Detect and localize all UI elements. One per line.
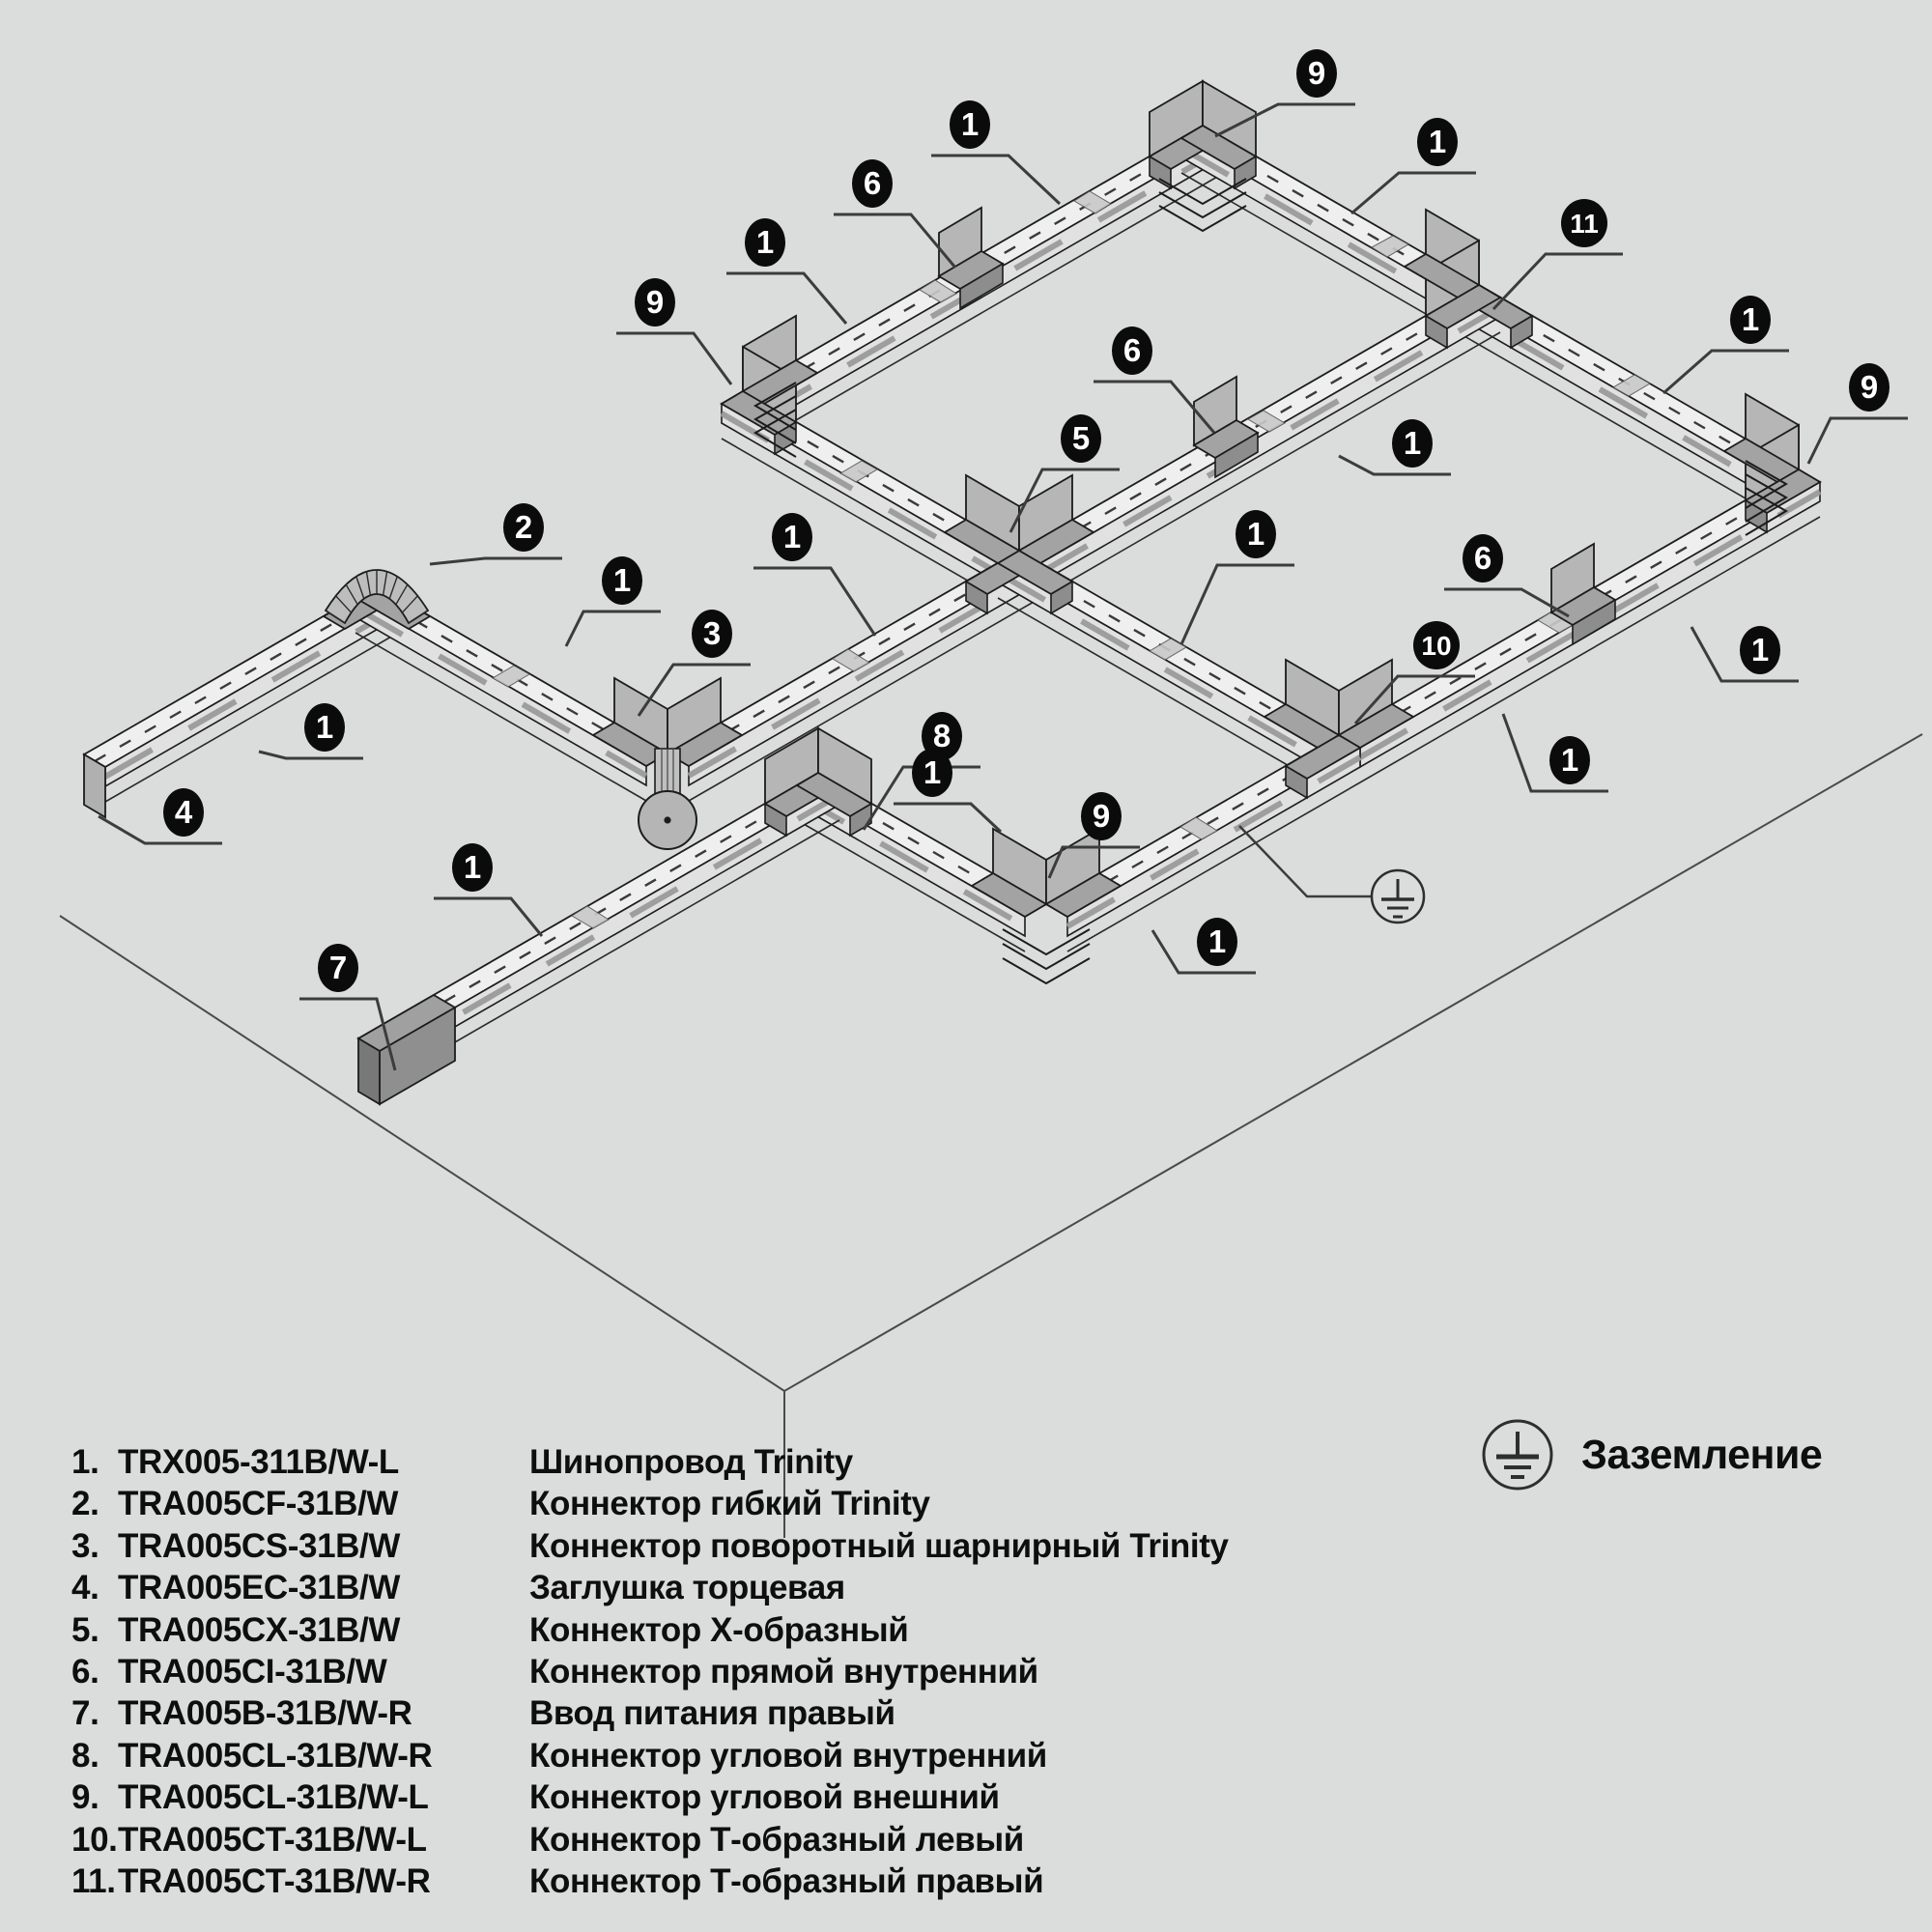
legend-item-2 <box>71 1483 1229 1524</box>
svg-text:1: 1 <box>960 106 980 142</box>
svg-text:1: 1 <box>782 519 802 554</box>
legend-code: TRA005CT-31B/W-L <box>118 1820 427 1859</box>
legend-num: 5. <box>71 1610 99 1649</box>
grounding-icon <box>1479 1416 1556 1493</box>
callout-6 <box>834 159 955 268</box>
callout-1 <box>1503 714 1608 791</box>
legend-desc: Коннектор Т-образный левый <box>529 1820 1024 1859</box>
callout-1 <box>894 749 1001 832</box>
svg-text:9: 9 <box>1307 55 1326 91</box>
callout-1 <box>753 513 875 636</box>
legend-code: TRA005EC-31B/W <box>118 1569 400 1607</box>
legend-desc: Коннектор прямой внутренний <box>529 1653 1038 1691</box>
legend-num: 11. <box>71 1862 116 1901</box>
legend-desc: Ввод питания правый <box>529 1694 895 1733</box>
callout-6 <box>1444 534 1569 616</box>
svg-text:11: 11 <box>1570 209 1599 239</box>
legend-num: 6. <box>71 1653 99 1691</box>
legend-num: 8. <box>71 1736 99 1775</box>
svg-text:6: 6 <box>1122 332 1142 368</box>
svg-text:8: 8 <box>932 718 952 753</box>
svg-text:10: 10 <box>1421 631 1452 661</box>
svg-text:1: 1 <box>923 754 942 790</box>
power-feed <box>358 995 455 1104</box>
callout-1 <box>259 703 363 758</box>
callout-1 <box>1181 510 1294 644</box>
svg-text:1: 1 <box>463 849 482 885</box>
legend-code: TRA005CX-31B/W <box>118 1610 400 1649</box>
legend-code: TRA005B-31B/W-R <box>118 1694 412 1733</box>
callout-1 <box>1351 118 1476 213</box>
legend-code: TRA005CT-31B/W-R <box>118 1862 431 1901</box>
callout-4-end-cap <box>99 788 222 843</box>
inner-corner-connector <box>765 728 871 836</box>
legend-desc: Коннектор Т-образный правый <box>529 1862 1044 1901</box>
legend-code: TRX005-311B/W-L <box>118 1443 399 1481</box>
legend-item-9 <box>71 1776 1229 1818</box>
callout-1 <box>1663 296 1789 393</box>
svg-text:5: 5 <box>1071 420 1091 456</box>
legend-code: TRA005CS-31B/W <box>118 1526 400 1565</box>
callout-1 <box>726 218 846 324</box>
legend-item-5 <box>71 1609 1229 1651</box>
callout-1 <box>434 843 542 936</box>
svg-text:1: 1 <box>1428 124 1447 159</box>
callout-9-left-corner <box>616 278 731 384</box>
callout-2-flex-connector <box>430 503 562 564</box>
legend-code: TRA005CL-31B/W-R <box>118 1736 433 1775</box>
legend-desc: Коннектор поворотный шарнирный Trinity <box>529 1526 1229 1565</box>
grounding-legend <box>1479 1416 1822 1493</box>
svg-text:1: 1 <box>1741 301 1760 337</box>
legend-num: 3. <box>71 1526 99 1565</box>
legend-code: TRA005CF-31B/W <box>118 1485 399 1523</box>
callout-1 <box>566 556 661 646</box>
callout-1 <box>1339 419 1451 474</box>
svg-text:9: 9 <box>1860 369 1879 405</box>
legend-item-8 <box>71 1735 1229 1776</box>
svg-text:4: 4 <box>174 794 193 830</box>
legend-code: TRA005CI-31B/W <box>118 1653 387 1691</box>
grounding-label: Заземление <box>1581 1431 1823 1478</box>
legend-desc: Коннектор Х-образный <box>529 1610 909 1649</box>
legend-item-7 <box>71 1692 1229 1734</box>
legend-code: TRA005CL-31B/W-L <box>118 1778 429 1817</box>
svg-text:6: 6 <box>863 165 882 201</box>
callout-1 <box>1691 626 1799 681</box>
svg-text:1: 1 <box>1208 923 1227 959</box>
parts-legend <box>71 1441 1229 1902</box>
callout-9-right-corner <box>1808 363 1908 464</box>
svg-text:1: 1 <box>315 709 334 745</box>
svg-text:1: 1 <box>1560 742 1579 778</box>
legend-num: 9. <box>71 1778 99 1817</box>
legend-item-11 <box>71 1861 1229 1902</box>
legend-desc: Шинопровод Trinity <box>529 1443 853 1481</box>
svg-text:1: 1 <box>1403 425 1422 461</box>
legend-item-1 <box>71 1441 1229 1483</box>
svg-text:3: 3 <box>702 615 722 651</box>
callout-11-t-connector <box>1493 199 1623 309</box>
legend-num: 10. <box>71 1820 118 1859</box>
svg-text:9: 9 <box>645 284 665 320</box>
legend-num: 1. <box>71 1443 99 1481</box>
svg-text:6: 6 <box>1473 540 1492 576</box>
svg-text:2: 2 <box>514 509 533 545</box>
grounding-symbol <box>1239 826 1424 923</box>
svg-text:1: 1 <box>1246 516 1265 552</box>
legend-desc: Коннектор гибкий Trinity <box>529 1485 930 1523</box>
svg-text:1: 1 <box>755 224 775 260</box>
svg-text:7: 7 <box>328 950 348 985</box>
svg-text:1: 1 <box>1750 632 1770 668</box>
callout-1 <box>931 100 1060 204</box>
legend-num: 2. <box>71 1485 99 1523</box>
legend-desc: Коннектор угловой внутренний <box>529 1736 1047 1775</box>
legend-item-6 <box>71 1651 1229 1692</box>
legend-item-3 <box>71 1525 1229 1567</box>
legend-item-10 <box>71 1819 1229 1861</box>
callout-1 <box>1152 918 1256 973</box>
legend-desc: Заглушка торцевая <box>529 1569 845 1607</box>
legend-item-4 <box>71 1567 1229 1608</box>
legend-num: 7. <box>71 1694 99 1733</box>
svg-text:9: 9 <box>1092 798 1111 834</box>
legend-desc: Коннектор угловой внешний <box>529 1778 1000 1817</box>
legend-num: 4. <box>71 1569 99 1607</box>
svg-text:1: 1 <box>612 562 632 598</box>
